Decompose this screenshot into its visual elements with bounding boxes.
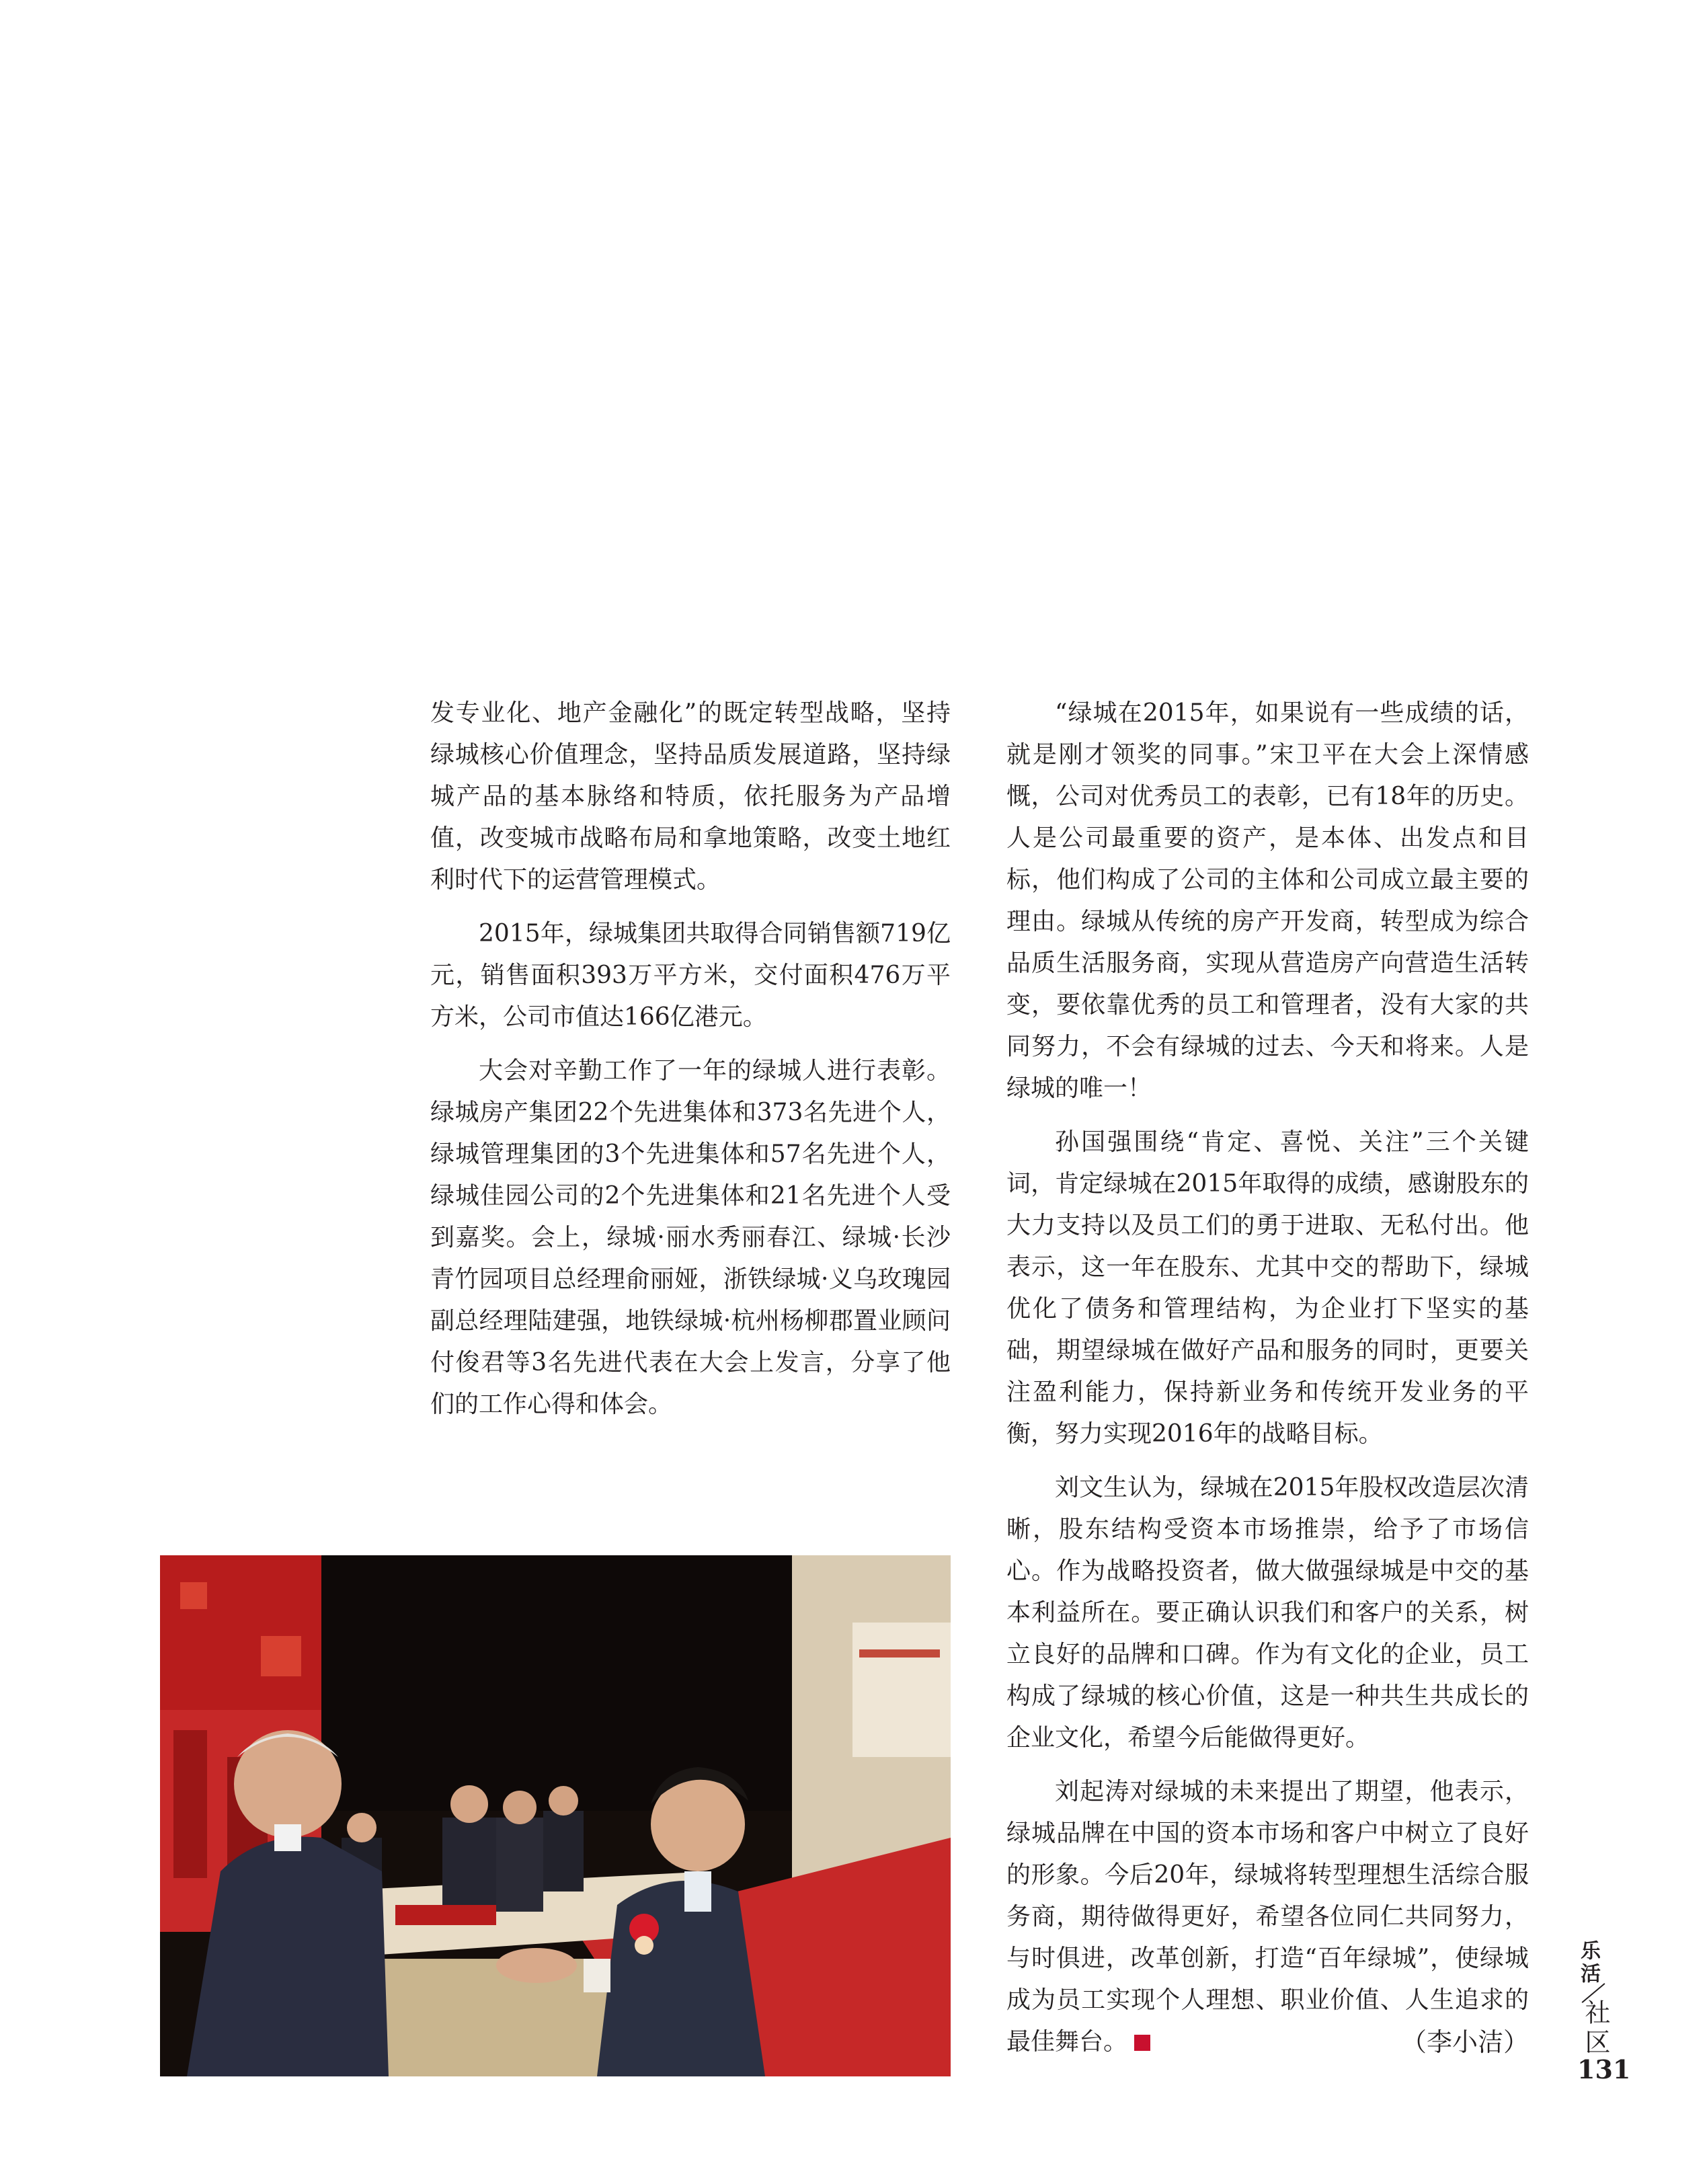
paragraph: 发专业化、地产金融化”的既定转型战略，坚持绿城核心价值理念，坚持品质发展道路，坚持绿城产品的基本脉络和特质，依托服务为产品增值，改变城市战略布局和拿地策略，改变土地红利时代下的运营管理模式。 [430,699,951,894]
author-credit: （李小洁） [1400,2027,1529,2057]
award-ceremony-photo [160,1555,951,2076]
end-mark-icon [1134,2035,1150,2051]
section-tag [1573,1940,1614,2058]
paragraph: 孙国强围绕“肯定、喜悦、关注”三个关键词，肯定绿城在2015年取得的成绩，感谢股东的大力支持以及员工们的勇于进取、无私付出。他表示，这一年在股东、尤其中交的帮助下，绿城优化了债务和管理结构，为企业打下坚实的基础，期望绿城在做好产品和服务的同时，更要关注盈利能力，保持新业务和传统开发业务的平衡，努力实现2016年的战略目标。 [1006,1128,1529,1448]
article-column-left [430,693,951,1438]
final-paragraph [1006,1771,1529,2063]
page-number: 131 [1577,2054,1631,2084]
magazine-name: 乐活 [1577,1940,1600,1986]
paragraph: 大会对辛勤工作了一年的绿城人进行表彰。绿城房产集团22个先进集体和373名先进个人，绿城管理集团的3个先进集体和57名先进个人，绿城佳园公司的2个先进集体和21名先进个人受到嘉奖。会上，绿城·丽水秀丽春江、绿城·长沙青竹园项目总经理俞丽娅，浙铁绿城·义乌玫瑰园副总经理陆建强，地铁绿城·杭州杨柳郡置业顾问付俊君等3名先进代表在大会上发言，分享了他们的工作心得和体会。 [430,1057,951,1418]
paragraph: 2015年，绿城集团共取得合同销售额719亿元，销售面积393万平方米，交付面积476万平方米，公司市值达166亿港元。 [430,920,951,1031]
article-column-right [1006,693,1529,2075]
paragraph-text: 刘起涛对绿城的未来提出了期望，他表示，绿城品牌在中国的资本市场和客户中树立了良好的形象。今后20年，绿城将转型理想生活综合服务商，期待做得更好，希望各位同仁共同努力，与时俱进，改革创新，打造“百年绿城”，使绿城成为员工实现个人理想、职业价值、人生追求的最佳舞台。 [1006,1778,1529,2056]
paragraph: “绿城在2015年，如果说有一些成绩的话，就是刚才领奖的同事。”宋卫平在大会上深情感慨，公司对优秀员工的表彰，已有18年的历史。人是公司最重要的资产，是本体、出发点和目标，他们构成了公司的主体和公司成立最主要的理由。绿城从传统的房产开发商，转型成为综合品质生活服务商，实现从营造房产向营造生活转变，要依靠优秀的员工和管理者，没有大家的共同努力，不会有绿城的过去、今天和将来。人是绿城的唯一！ [1006,699,1529,1102]
paragraph: 刘文生认为，绿城在2015年股权改造层次清晰，股东结构受资本市场推崇，给予了市场信心。作为战略投资者，做大做强绿城是中交的基本利益所在。要正确认识我们和客户的关系，树立良好的品牌和口碑。作为有文化的企业，员工构成了绿城的核心价值，这是一种共生共成长的企业文化，希望今后能做得更好。 [1006,1474,1529,1752]
section-name: 社区 [1581,1999,1610,2058]
